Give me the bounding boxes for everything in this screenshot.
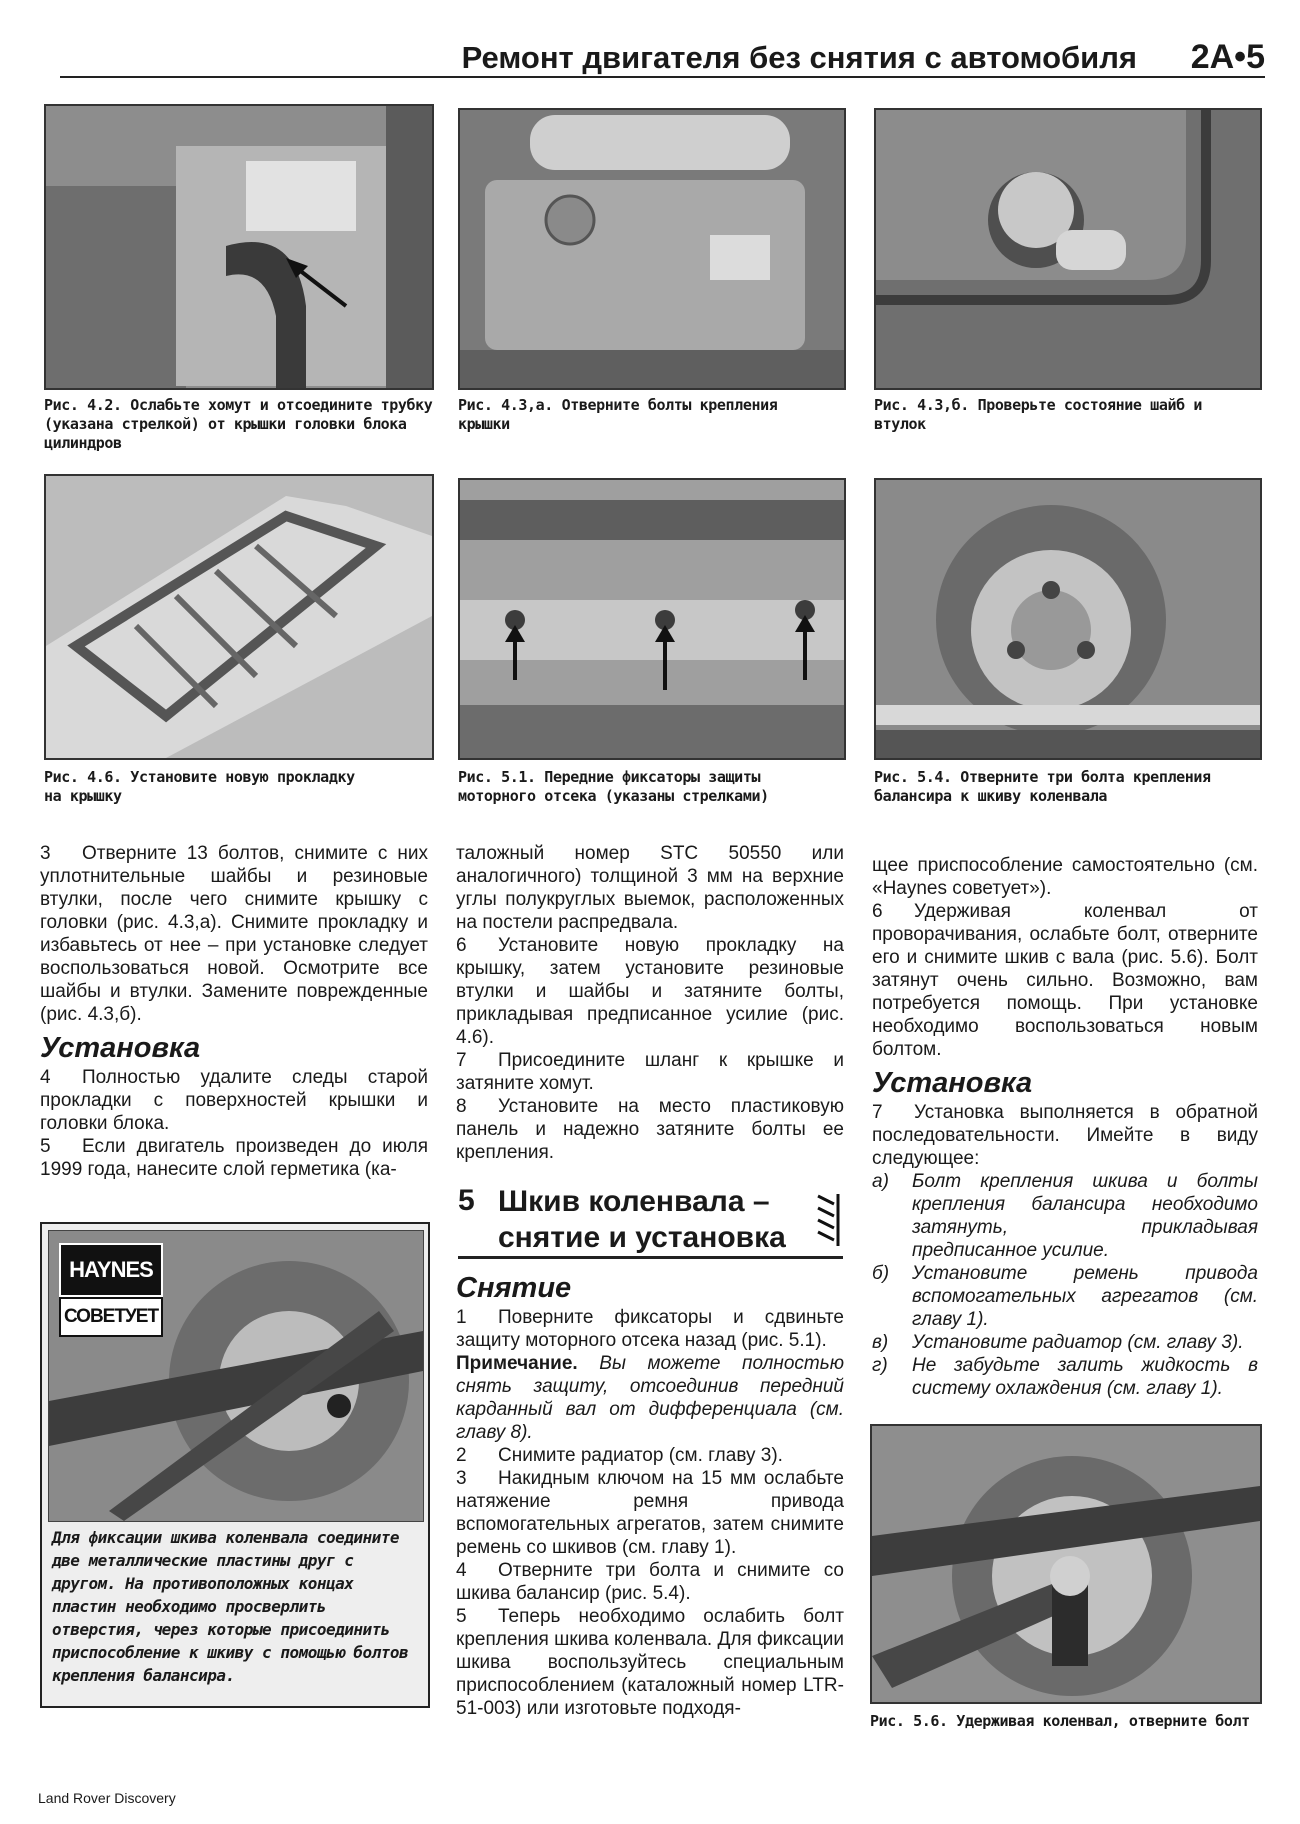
paragraph-8: 8 Установите на место пластиковую панель и надежно затяните болты ее крепления. — [456, 1096, 844, 1163]
column-2-removal — [456, 1266, 844, 1720]
paragraph-cont: щее приспособление самостоятельно (см. «Haynes советует»). — [872, 855, 1258, 899]
column-2 — [456, 842, 844, 1164]
page-number: 2A•5 — [1190, 38, 1265, 76]
caption-fig-5-1: Рис. 5.1. Передние фиксаторы защиты моторного отсека (указаны стрелками) — [458, 768, 769, 805]
heading-removal: Снятие — [456, 1272, 572, 1304]
heading-install: Установка — [40, 1032, 201, 1064]
list-item: а) Болт крепления шкива и болты крепления балансира необходимо затянуть, прикладывая предписанное усилие. — [872, 1171, 1258, 1261]
page-header — [60, 40, 1265, 78]
step-1: 1 Поверните фиксаторы и сдвиньте защиту моторного отсека назад (рис. 5.1). — [456, 1307, 844, 1351]
step-5: 5 Теперь необходимо ослабить болт крепления шкива коленвала. Для фиксации шкива воспользуйтесь специальным приспособлением (каталожный номер LTR-51-003) или изготовьте подходя- — [456, 1606, 844, 1719]
haynes-tip-box — [40, 1222, 430, 1708]
paragraph-6: 6 Установите новую прокладку на крышку, затем установите резиновые втулки и шайбы и затяните болты, прикладывая предписанное усилие (рис. 4.6). — [456, 935, 844, 1048]
haynes-logo: HAYNES — [59, 1243, 163, 1297]
photo-fig-4-3b — [874, 108, 1262, 390]
tip-photo — [48, 1230, 424, 1522]
note: Примечание. Вы можете полностью снять защиту, отсоединив передний карданный вал от дифференциала (см. главу 8). — [456, 1353, 845, 1443]
paragraph-5: 5 Если двигатель произведен до июля 1999 года, нанесите слой герметика (ка- — [40, 1136, 428, 1180]
paragraph-cont: таложный номер STC 50550 или аналогичного) толщиной 3 мм на верхние углы полукруглых выемок, расположенных на постели распредвала. — [456, 843, 844, 933]
paragraph-4: 4 Полностью удалите следы старой прокладки с поверхностей крышки и головки блока. — [40, 1067, 428, 1134]
chapter-title: Ремонт двигателя без снятия с автомобиля — [461, 40, 1137, 75]
step-4: 4 Отверните три болта и снимите со шкива балансир (рис. 5.4). — [456, 1560, 844, 1604]
photo-fig-5-6 — [870, 1424, 1262, 1704]
paragraph-6: 6 Удерживая коленвал от проворачивания, ослабьте болт, отверните его и снимите шкив с вала (рис. 5.6). Болт затянут очень сильно. Возможно, вам потребуется помощь. При установке необходимо воспользоваться новым болтом. — [872, 901, 1258, 1060]
photo-fig-4-3a — [458, 108, 846, 390]
caption-fig-4-2: Рис. 4.2. Ослабьте хомут и отсоедините трубку (указана стрелкой) от крышки головки блока цилиндров — [44, 396, 433, 452]
photo-fig-5-4 — [874, 478, 1262, 760]
list-item: в) Установите радиатор (см. главу 3). — [872, 1332, 1244, 1353]
photo-fig-5-1 — [458, 478, 846, 760]
step-2: 2 Снимите радиатор (см. главу 3). — [456, 1445, 783, 1466]
difficulty-wrench-icon — [812, 1186, 846, 1256]
caption-fig-4-3b: Рис. 4.3,б. Проверьте состояние шайб и втулок — [874, 396, 1202, 433]
paragraph-7: 7 Установка выполняется в обратной последовательности. Имейте в виду следующее: — [872, 1102, 1258, 1169]
list-item: б) Установите ремень привода вспомогательных агрегатов (см. главу 1). — [872, 1263, 1258, 1330]
heading-install: Установка — [872, 1067, 1033, 1099]
section-number: 5 — [458, 1184, 475, 1217]
caption-fig-4-6: Рис. 4.6. Установите новую прокладку на крышку — [44, 768, 355, 805]
photo-fig-4-6 — [44, 474, 434, 760]
section-title: Шкив коленвала – снятие и установка — [498, 1185, 786, 1254]
caption-fig-5-6: Рис. 5.6. Удерживая коленвал, отверните болт — [870, 1712, 1250, 1730]
footer-book-title: Land Rover Discovery — [38, 1790, 176, 1806]
caption-fig-4-3a: Рис. 4.3,а. Отверните болты крепления крышки — [458, 396, 778, 433]
tip-text: Для фиксации шкива коленвала соедините две металлические пластины друг с другом. На противоположных концах пластин необходимо просверлить отверстия, через которые присоединить приспособление к шкиву с помощью болтов крепления балансира. — [52, 1528, 409, 1685]
column-1 — [40, 842, 428, 1181]
paragraph-3: 3 Отверните 13 болтов, снимите с них уплотнительные шайбы и резиновые втулки, после чего снимите крышку с головки (рис. 4.3,а). Снимите прокладку и избавьтесь от нее – при установке следует воспользоваться новой. Осмотрите все шайбы и втулки. Замените поврежденные (рис. 4.3,б). — [40, 843, 428, 1025]
column-3 — [872, 854, 1258, 1400]
step-3: 3 Накидным ключом на 15 мм ослабьте натяжение ремня привода вспомогательных агрегатов, затем снимите ремень со шкивов (см. главу 1). — [456, 1468, 844, 1558]
section-heading — [458, 1184, 843, 1259]
caption-fig-5-4: Рис. 5.4. Отверните три болта крепления балансира к шкиву коленвала — [874, 768, 1211, 805]
haynes-tip-label: СОВЕТУЕТ — [59, 1297, 163, 1337]
paragraph-7: 7 Присоедините шланг к крышке и затяните хомут. — [456, 1050, 844, 1094]
photo-fig-4-2 — [44, 104, 434, 390]
list-item: г) Не забудьте залить жидкость в систему охлаждения (см. главу 1). — [872, 1355, 1258, 1399]
